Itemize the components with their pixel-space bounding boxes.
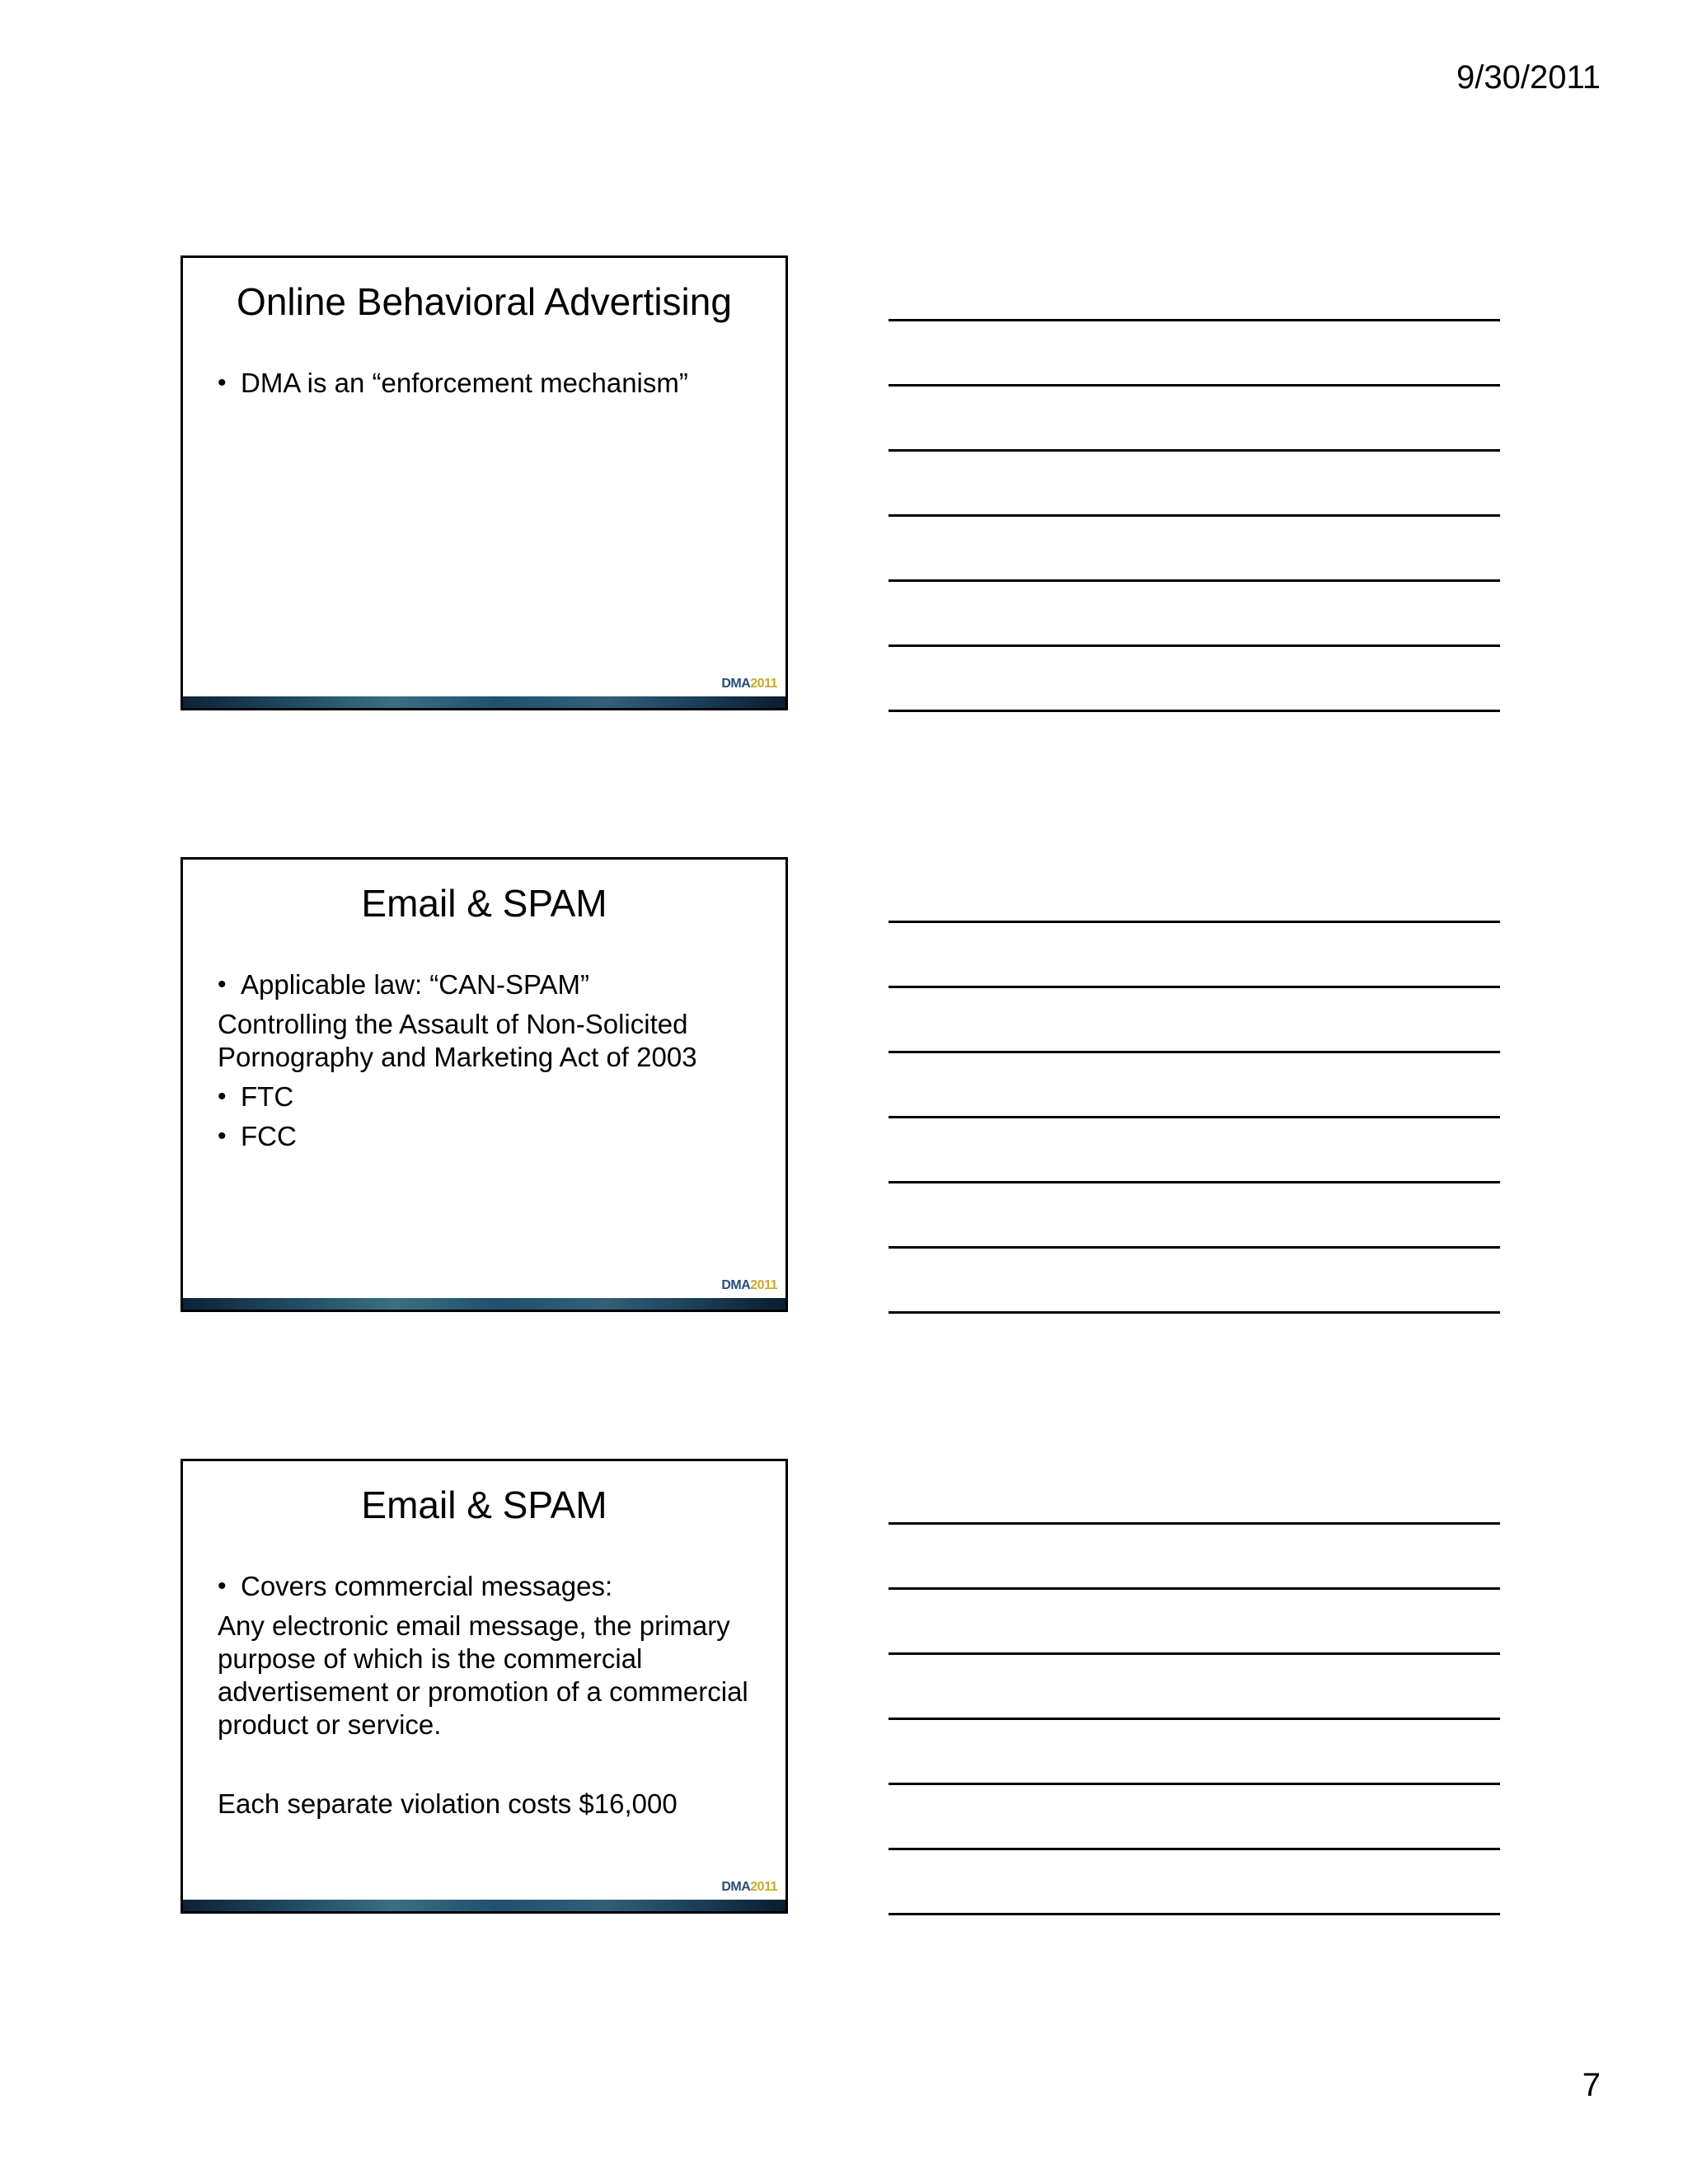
note-line: [889, 1246, 1500, 1249]
slide-title: Email & SPAM: [361, 1483, 607, 1526]
slide-paragraph: Controlling the Assault of Non-Solicited Pornography and Marketing Act of 2003: [218, 1009, 697, 1072]
note-line: [889, 579, 1500, 582]
slide-paragraph: Any electronic email message, the primary purpose of which is the commercial advertisement or promotion of a commercial product or service.: [218, 1610, 748, 1740]
slide-title: Email & SPAM: [361, 882, 607, 925]
dma-logo: [721, 1880, 777, 1895]
slide-body: [218, 968, 761, 1160]
note-line: [889, 449, 1500, 452]
note-line: [889, 1522, 1500, 1525]
note-line: [889, 1051, 1500, 1053]
logo-text: DMA: [721, 1278, 751, 1292]
bullet-item: • FTC: [218, 1080, 761, 1113]
dma-logo: [721, 1278, 777, 1293]
dma-logo: [721, 677, 777, 691]
note-line: [889, 514, 1500, 517]
slide-footer-bar: [183, 1900, 785, 1911]
bullet-item: • DMA is an “enforcement mechanism”: [218, 367, 761, 400]
note-line: [889, 1848, 1500, 1850]
logo-year: 2011: [750, 1880, 777, 1894]
note-line: [889, 1783, 1500, 1785]
note-line: [889, 384, 1500, 387]
note-line: [889, 1913, 1500, 1915]
slide-thumbnail: [181, 255, 788, 710]
slide-body: [218, 367, 761, 406]
note-line: [889, 1116, 1500, 1118]
logo-year: 2011: [750, 677, 777, 691]
note-line: [889, 1311, 1500, 1314]
slide-thumbnail: [181, 857, 788, 1312]
note-line: [889, 319, 1500, 321]
note-line: [889, 921, 1500, 923]
logo-text: DMA: [721, 677, 751, 691]
note-line: [889, 986, 1500, 988]
slide-footer-bar: [183, 1298, 785, 1310]
slide-title: Online Behavioral Advertising: [237, 280, 732, 323]
note-line: [889, 1587, 1500, 1590]
bullet-item: • Applicable law: “CAN-SPAM”: [218, 968, 761, 1001]
logo-year: 2011: [750, 1278, 777, 1292]
note-line: [889, 1652, 1500, 1655]
logo-text: DMA: [721, 1880, 751, 1894]
paragraph-gap: [218, 1748, 761, 1788]
bullet-item: • Covers commercial messages:: [218, 1570, 761, 1603]
slide-thumbnail: [181, 1459, 788, 1914]
slide-body: [218, 1570, 761, 1827]
note-line: [889, 710, 1500, 712]
note-line: [889, 1181, 1500, 1183]
page-number: 7: [1582, 2067, 1601, 2103]
slide-footer-bar: [183, 696, 785, 708]
page-date: 9/30/2011: [1456, 59, 1601, 96]
slide-paragraph: Each separate violation costs $16,000: [218, 1788, 678, 1819]
note-line: [889, 644, 1500, 647]
note-line: [889, 1718, 1500, 1720]
bullet-item: • FCC: [218, 1120, 761, 1153]
